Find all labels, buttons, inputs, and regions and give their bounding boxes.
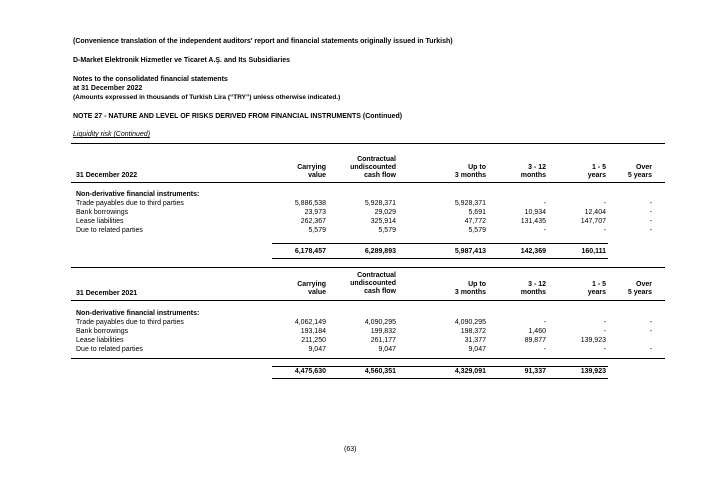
- cell-3-12: -: [543, 319, 546, 326]
- cell-contractual: 199,832: [370, 328, 396, 335]
- total-3-12: 142,369: [520, 248, 546, 255]
- total-rule-bottom: [272, 258, 608, 259]
- row-label: Due to related parties: [76, 227, 143, 234]
- row-label: Lease liabilities: [76, 218, 124, 225]
- note-title: NOTE 27 - NATURE AND LEVEL OF RISKS DERIVED FROM FINANCIAL INSTRUMENTS (Continued): [73, 113, 403, 120]
- cell-1-5: -: [603, 200, 606, 207]
- cell-upto3: 5,579: [468, 227, 486, 234]
- cell-1-5: 139,923: [580, 337, 606, 344]
- cell-carrying: 9,047: [308, 346, 326, 353]
- col-over5: Over 5 years: [627, 164, 652, 179]
- cell-upto3: 5,928,371: [454, 200, 486, 207]
- cell-1-5: 12,404: [584, 209, 606, 216]
- cell-1-5: -: [603, 319, 606, 326]
- period-2022: 31 December 2022: [76, 172, 138, 179]
- cell-3-12: -: [543, 227, 546, 234]
- cell-upto3: 9,047: [468, 346, 486, 353]
- col-contractual: Contractual undiscounted cash flow: [350, 272, 396, 295]
- cell-contractual: 4,090,295: [364, 319, 396, 326]
- section-subtitle: Liquidity risk (Continued): [73, 131, 151, 138]
- cell-contractual: 29,029: [374, 209, 396, 216]
- col-over5: Over 5 years: [627, 281, 652, 296]
- cell-upto3: 31,377: [464, 337, 486, 344]
- cell-1-5: -: [603, 227, 606, 234]
- total-contractual: 6,289,893: [364, 248, 396, 255]
- page-number: (63): [344, 446, 357, 453]
- period-2021: 31 December 2021: [76, 290, 138, 297]
- amounts-note: (Amounts expressed in thousands of Turkish Lira (“TRY”) unless otherwise indicated.): [73, 94, 341, 101]
- col-3-12: 3 - 12 months: [520, 281, 546, 296]
- cell-3-12: 1,460: [528, 328, 546, 335]
- col-upto3: Up to 3 months: [454, 164, 486, 179]
- cell-carrying: 5,579: [308, 227, 326, 234]
- cell-carrying: 193,184: [300, 328, 326, 335]
- col-contractual: Contractual undiscounted cash flow: [350, 156, 396, 179]
- total-contractual: 4,560,351: [364, 368, 396, 375]
- company-name: D-Market Elektronik Hizmetler ve Ticaret A.Ş. and Its Subsidiaries: [73, 57, 291, 64]
- col-carrying: Carrying value: [297, 281, 326, 296]
- cell-carrying: 23,973: [304, 209, 326, 216]
- date-line: at 31 December 2022: [73, 85, 143, 92]
- cell-3-12: 131,435: [520, 218, 546, 225]
- cell-1-5: 147,707: [580, 218, 606, 225]
- total-1-5: 139,923: [580, 368, 606, 375]
- section-label: Non-derivative financial instruments:: [76, 310, 200, 317]
- col-3-12: 3 - 12 months: [520, 164, 546, 179]
- cell-upto3: 4,090,295: [454, 319, 486, 326]
- total-upto3: 5,987,413: [454, 248, 486, 255]
- cell-1-5: -: [603, 328, 606, 335]
- cell-upto3: 47,772: [464, 218, 486, 225]
- notes-title: Notes to the consolidated financial statements: [73, 76, 228, 83]
- cell-1-5: -: [603, 346, 606, 353]
- col-carrying: Carrying value: [297, 164, 326, 179]
- cell-carrying: 5,886,538: [294, 200, 326, 207]
- cell-contractual: 325,914: [370, 218, 396, 225]
- table-top-rule: [71, 143, 665, 144]
- cell-over5: -: [649, 218, 652, 225]
- cell-3-12: -: [543, 200, 546, 207]
- total-upto3: 4,329,091: [454, 368, 486, 375]
- rows-rule: [71, 358, 665, 359]
- total-3-12: 91,337: [524, 368, 546, 375]
- cell-contractual: 5,579: [378, 227, 396, 234]
- cell-over5: -: [649, 328, 652, 335]
- header-rule: [71, 182, 665, 183]
- cell-contractual: 261,177: [370, 337, 396, 344]
- total-rule-bottom: [272, 378, 608, 379]
- row-label: Trade payables due to third parties: [76, 200, 184, 207]
- cell-over5: -: [649, 227, 652, 234]
- cell-3-12: 89,877: [524, 337, 546, 344]
- cell-contractual: 9,047: [378, 346, 396, 353]
- cell-over5: -: [649, 319, 652, 326]
- cell-over5: -: [649, 209, 652, 216]
- section-label: Non-derivative financial instruments:: [76, 191, 200, 198]
- col-1-5: 1 - 5 years: [587, 281, 606, 296]
- row-label: Bank borrowings: [76, 209, 129, 216]
- total-carrying: 4,475,630: [294, 368, 326, 375]
- row-label: Lease liabilities: [76, 337, 124, 344]
- cell-contractual: 5,928,371: [364, 200, 396, 207]
- cell-3-12: -: [543, 346, 546, 353]
- cell-carrying: 262,367: [300, 218, 326, 225]
- cell-upto3: 5,691: [468, 209, 486, 216]
- row-label: Due to related parties: [76, 346, 143, 353]
- total-1-5: 160,111: [581, 248, 606, 255]
- table-top-rule: [71, 267, 665, 268]
- row-label: Trade payables due to third parties: [76, 319, 184, 326]
- row-label: Bank borrowings: [76, 328, 129, 335]
- col-1-5: 1 - 5 years: [587, 164, 606, 179]
- total-rule-top: [272, 366, 608, 367]
- cell-3-12: 10,934: [524, 209, 546, 216]
- col-upto3: Up to 3 months: [454, 281, 486, 296]
- cell-upto3: 198,372: [460, 328, 486, 335]
- header-rule: [71, 300, 665, 301]
- cell-over5: -: [649, 346, 652, 353]
- cell-carrying: 211,250: [301, 337, 326, 344]
- total-rule-top: [272, 243, 608, 244]
- cell-carrying: 4,062,149: [294, 319, 326, 326]
- cell-over5: -: [649, 200, 652, 207]
- total-carrying: 6,178,457: [294, 248, 326, 255]
- convenience-note: (Convenience translation of the independent auditors' report and financial statements originally issued in Turkish): [73, 38, 453, 45]
